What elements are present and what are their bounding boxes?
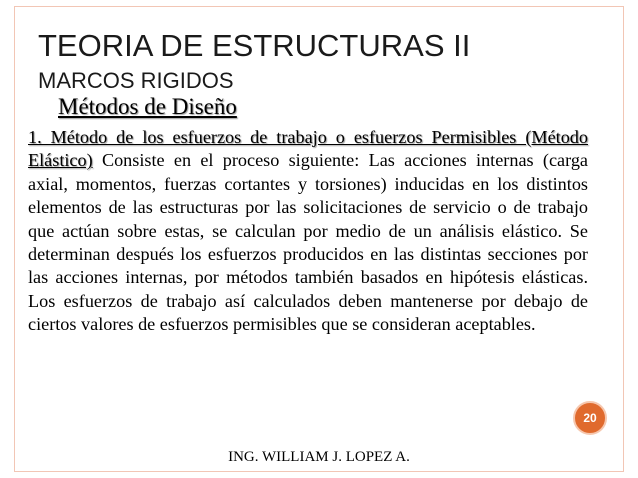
method-description: Consiste en el proceso siguiente: Las acciones internas (carga axial, momentos, fuerzas cortantes y torsiones) inducidas en los distintos elementos de las estructuras por las solicitaciones de servicio o de trabajo que actúan sobre estas, se calculan por medio de un análisis elástico. Se determinan después los esfuerzos producidos en las distintas secciones por las acciones internas, por métodos también basados en hipótesis elásticas. Los esfuerzos de trabajo así calculados deben mantenerse por debajo de ciertos valores de esfuerzos permisibles que se consideran aceptables. bbox=[28, 150, 588, 335]
section-heading: Métodos de Diseño bbox=[58, 94, 237, 119]
frame-right-line bbox=[623, 6, 624, 472]
frame-left-line bbox=[14, 6, 15, 472]
method-lead-in: 1. Método de los esfuerzos de trabajo o esfuerzos Permisibles (Método Elástico) bbox=[28, 127, 588, 171]
frame-bottom-line bbox=[14, 471, 624, 472]
footer-author: ING. WILLIAM J. LOPEZ A. bbox=[228, 449, 410, 465]
frame-top-line bbox=[14, 6, 624, 7]
page-title: TEORIA DE ESTRUCTURAS II bbox=[38, 28, 471, 63]
page-number-badge: 20 bbox=[573, 401, 607, 435]
body-paragraph bbox=[28, 126, 588, 337]
page-subtitle: MARCOS RIGIDOS bbox=[38, 68, 234, 93]
